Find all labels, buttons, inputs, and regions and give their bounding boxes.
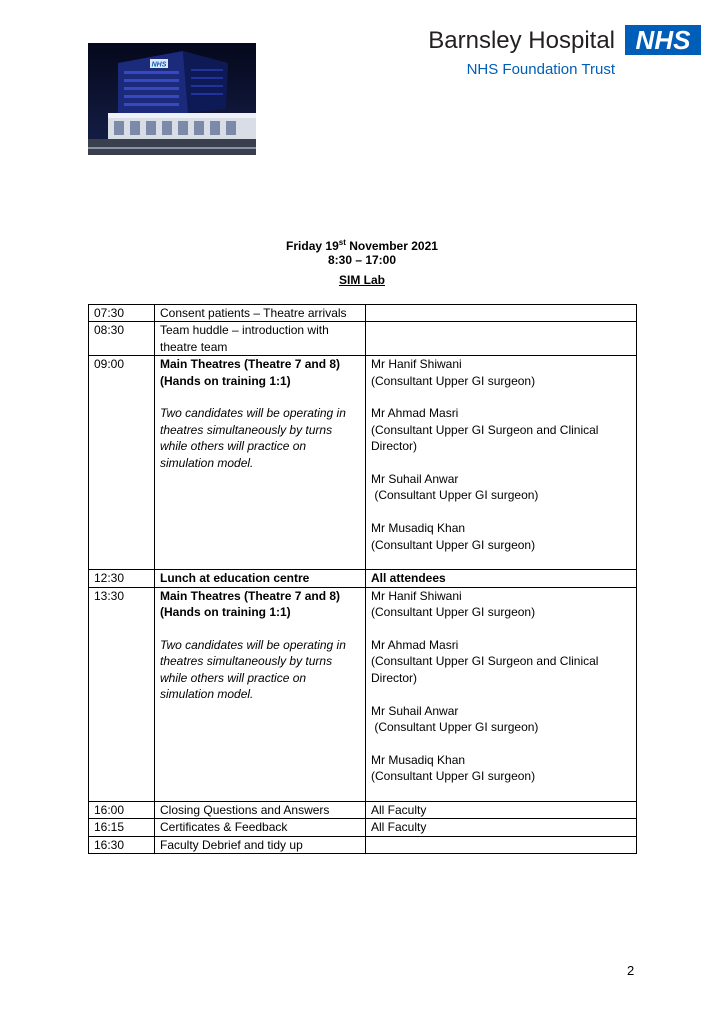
photo-sign-text: NHS xyxy=(151,61,167,69)
time-cell: 07:30 xyxy=(89,305,155,322)
page-number: 2 xyxy=(627,963,635,978)
table-row xyxy=(89,305,637,322)
time-cell: 16:30 xyxy=(89,836,155,853)
activity-cell: Faculty Debrief and tidy up xyxy=(155,836,366,853)
event-venue: SIM Lab xyxy=(338,273,385,287)
table-row xyxy=(89,356,637,570)
event-time: 8:30 – 17:00 xyxy=(327,253,397,267)
activity-cell: Certificates & Feedback xyxy=(155,819,366,836)
org-name: Barnsley Hospital xyxy=(428,27,615,54)
schedule-table xyxy=(88,304,637,854)
org-subtitle: NHS Foundation Trust xyxy=(466,61,615,78)
time-cell: 08:30 xyxy=(89,322,155,356)
time-cell: 09:00 xyxy=(89,356,155,570)
hospital-building-image xyxy=(88,43,256,155)
faculty-cell: All Faculty xyxy=(366,819,637,836)
faculty-cell: Mr Hanif Shiwani (Consultant Upper GI surgeon) Mr Ahmad Masri (Consultant Upper GI Surgeon and Clinical Director) Mr Suhail Anwar (Consultant Upper GI surgeon) Mr Musadiq Khan (Consultant Upper GI surgeon) xyxy=(366,356,637,570)
table-row xyxy=(89,587,637,801)
faculty-cell: All attendees xyxy=(366,570,637,587)
activity-cell: Team huddle – introduction with theatre team xyxy=(155,322,366,356)
activity-cell: Main Theatres (Theatre 7 and 8) (Hands on training 1:1) Two candidates will be operating in theatres simultaneously by turns while others will practice on simulation model. xyxy=(155,356,366,570)
nhs-logo-badge: NHS xyxy=(625,25,701,55)
org-logo-text xyxy=(399,26,615,81)
table-row xyxy=(89,322,637,356)
table-row xyxy=(89,836,637,853)
time-cell: 16:15 xyxy=(89,819,155,836)
event-date: Friday 19st November 2021 xyxy=(286,238,438,253)
faculty-cell xyxy=(366,836,637,853)
table-row xyxy=(89,819,637,836)
time-cell: 13:30 xyxy=(89,587,155,801)
activity-cell: Main Theatres (Theatre 7 and 8) (Hands on training 1:1) Two candidates will be operating in theatres simultaneously by turns while others will practice on simulation model. xyxy=(155,587,366,801)
table-row xyxy=(89,570,637,587)
faculty-cell xyxy=(366,305,637,322)
faculty-cell xyxy=(366,322,637,356)
faculty-cell: All Faculty xyxy=(366,802,637,819)
table-row xyxy=(89,802,637,819)
faculty-cell: Mr Hanif Shiwani (Consultant Upper GI surgeon) Mr Ahmad Masri (Consultant Upper GI Surgeon and Clinical Director) Mr Suhail Anwar (Consultant Upper GI surgeon) Mr Musadiq Khan (Consultant Upper GI surgeon) xyxy=(366,587,637,801)
activity-cell: Consent patients – Theatre arrivals xyxy=(155,305,366,322)
time-cell: 16:00 xyxy=(89,802,155,819)
activity-cell: Lunch at education centre xyxy=(155,570,366,587)
time-cell: 12:30 xyxy=(89,570,155,587)
hospital-photo xyxy=(88,43,256,155)
activity-cell: Closing Questions and Answers xyxy=(155,802,366,819)
